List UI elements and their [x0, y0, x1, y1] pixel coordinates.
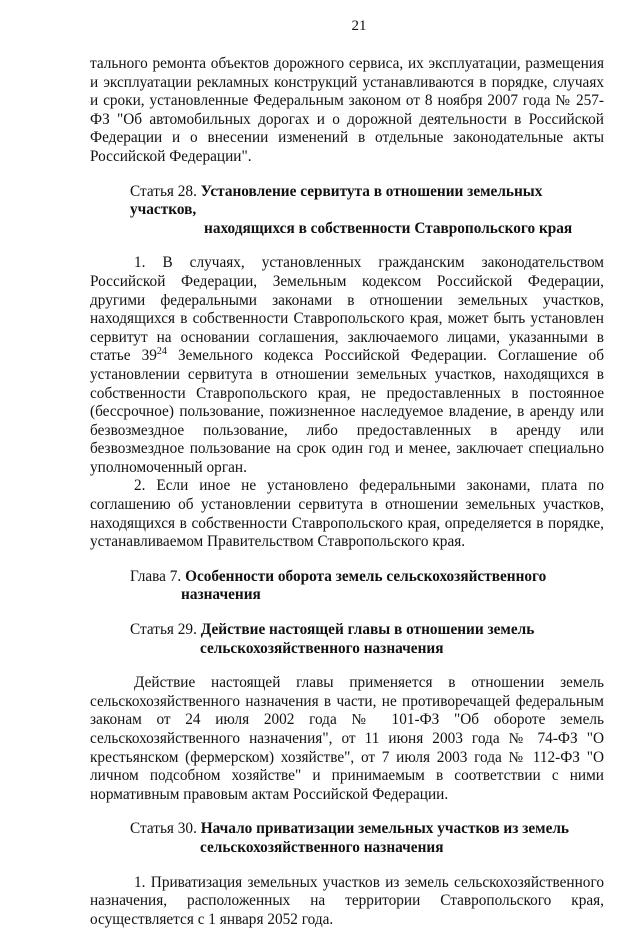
article-28-p1-superscript: 24: [156, 346, 167, 358]
article-28-p1-part-b: Земельного кодекса Российской Федерации. Соглашение об установлении сервитута в отношении земельных участков, находящихся в собственности Ставропольского края, не предоставленных в постоянное (бессрочное) пользование, пожизненное наследуемое владение, в аренду или безвозмездное пользование, либо предоставленных в аренду или безвозмездное пользование на срок один год и менее, заключает специально уполномоченный орган.: [90, 347, 604, 476]
chapter-7-title-line2: назначения: [181, 586, 261, 604]
article-30-title-line1: Начало приватизации земельных участков из земель: [200, 820, 570, 838]
article-30-prefix: Статья 30.: [130, 820, 197, 838]
page-number: 21: [351, 18, 367, 34]
article-29-title-line1: Действие настоящей главы в отношении земель: [200, 621, 535, 639]
article-28-title-line2: находящихся в собственности Ставропольского края: [204, 219, 573, 237]
article-28-heading: [90, 183, 604, 239]
chapter-7-heading: [90, 568, 604, 605]
article-30-title-line2: сельскохозяйственного назначения: [200, 838, 444, 856]
article-28-p1-part-a: 1. В случаях, установленных гражданским законодательством Российской Федерации, Земельным кодексом Российской Федерации, другими федеральными законами в отношении земельных участков, находящихся в собственности Ставропольского края, может быть установлен сервитут на основании соглашения, заключаемого лицами, указанными в статье 39: [90, 254, 604, 365]
article-29-paragraph-1: Действие настоящей главы применяется в отношении земель сельскохозяйственного назначения в части, не противоречащей федеральным законам от 24 июля 2002 года № 101-ФЗ "Об обороте земель сельскохозяйственного назначения", от 11 июня 2003 года № 74-ФЗ "О крестьянском (фермерском) хозяйстве", от 7 июля 2003 года № 112-ФЗ "О личном подсобном хозяйстве" и принимаемым в соответствии с ними нормативным правовым актам Российской Федерации.: [90, 674, 604, 803]
article-30-heading: [90, 820, 604, 857]
article-28-prefix: Статья 28.: [130, 182, 197, 200]
article-30-paragraph-1: 1. Приватизация земельных участков из земель сельскохозяйственного назначения, расположенных на территории Ставропольского края, осуществляется с 1 января 2052 года.: [90, 873, 604, 928]
article-28-paragraph-2: 2. Если иное не установлено федеральными законами, плата по соглашению об установлении сервитута в отношении земельных участков, находящихся в собственности Ставропольского края, определяется в порядке, устанавливаемом Правительством Ставропольского края.: [90, 477, 604, 551]
chapter-7-prefix: Глава 7.: [130, 567, 182, 585]
article-29-prefix: Статья 29.: [130, 621, 197, 639]
intro-paragraph: тального ремонта объектов дорожного сервиса, их эксплуатации, размещения и эксплуатации рекламных конструкций устанавливаются в порядке, случаях и сроки, установленные Федеральным законом от 8 ноября 2007 года № 257-ФЗ "Об автомобильных дорогах и о дорожной деятельности в Российской Федерации и о внесении изменений в отдельные законодательные акты Российской Федерации".: [90, 55, 604, 165]
article-28-title-line1: Установление сервитута в отношении земельных участков,: [130, 182, 543, 219]
article-28-paragraph-1: [90, 254, 604, 477]
article-29-heading: [90, 621, 604, 658]
article-29-title-line2: сельскохозяйственного назначения: [200, 639, 444, 657]
chapter-7-title-line1: Особенности оборота земель сельскохозяйственного: [185, 567, 547, 585]
